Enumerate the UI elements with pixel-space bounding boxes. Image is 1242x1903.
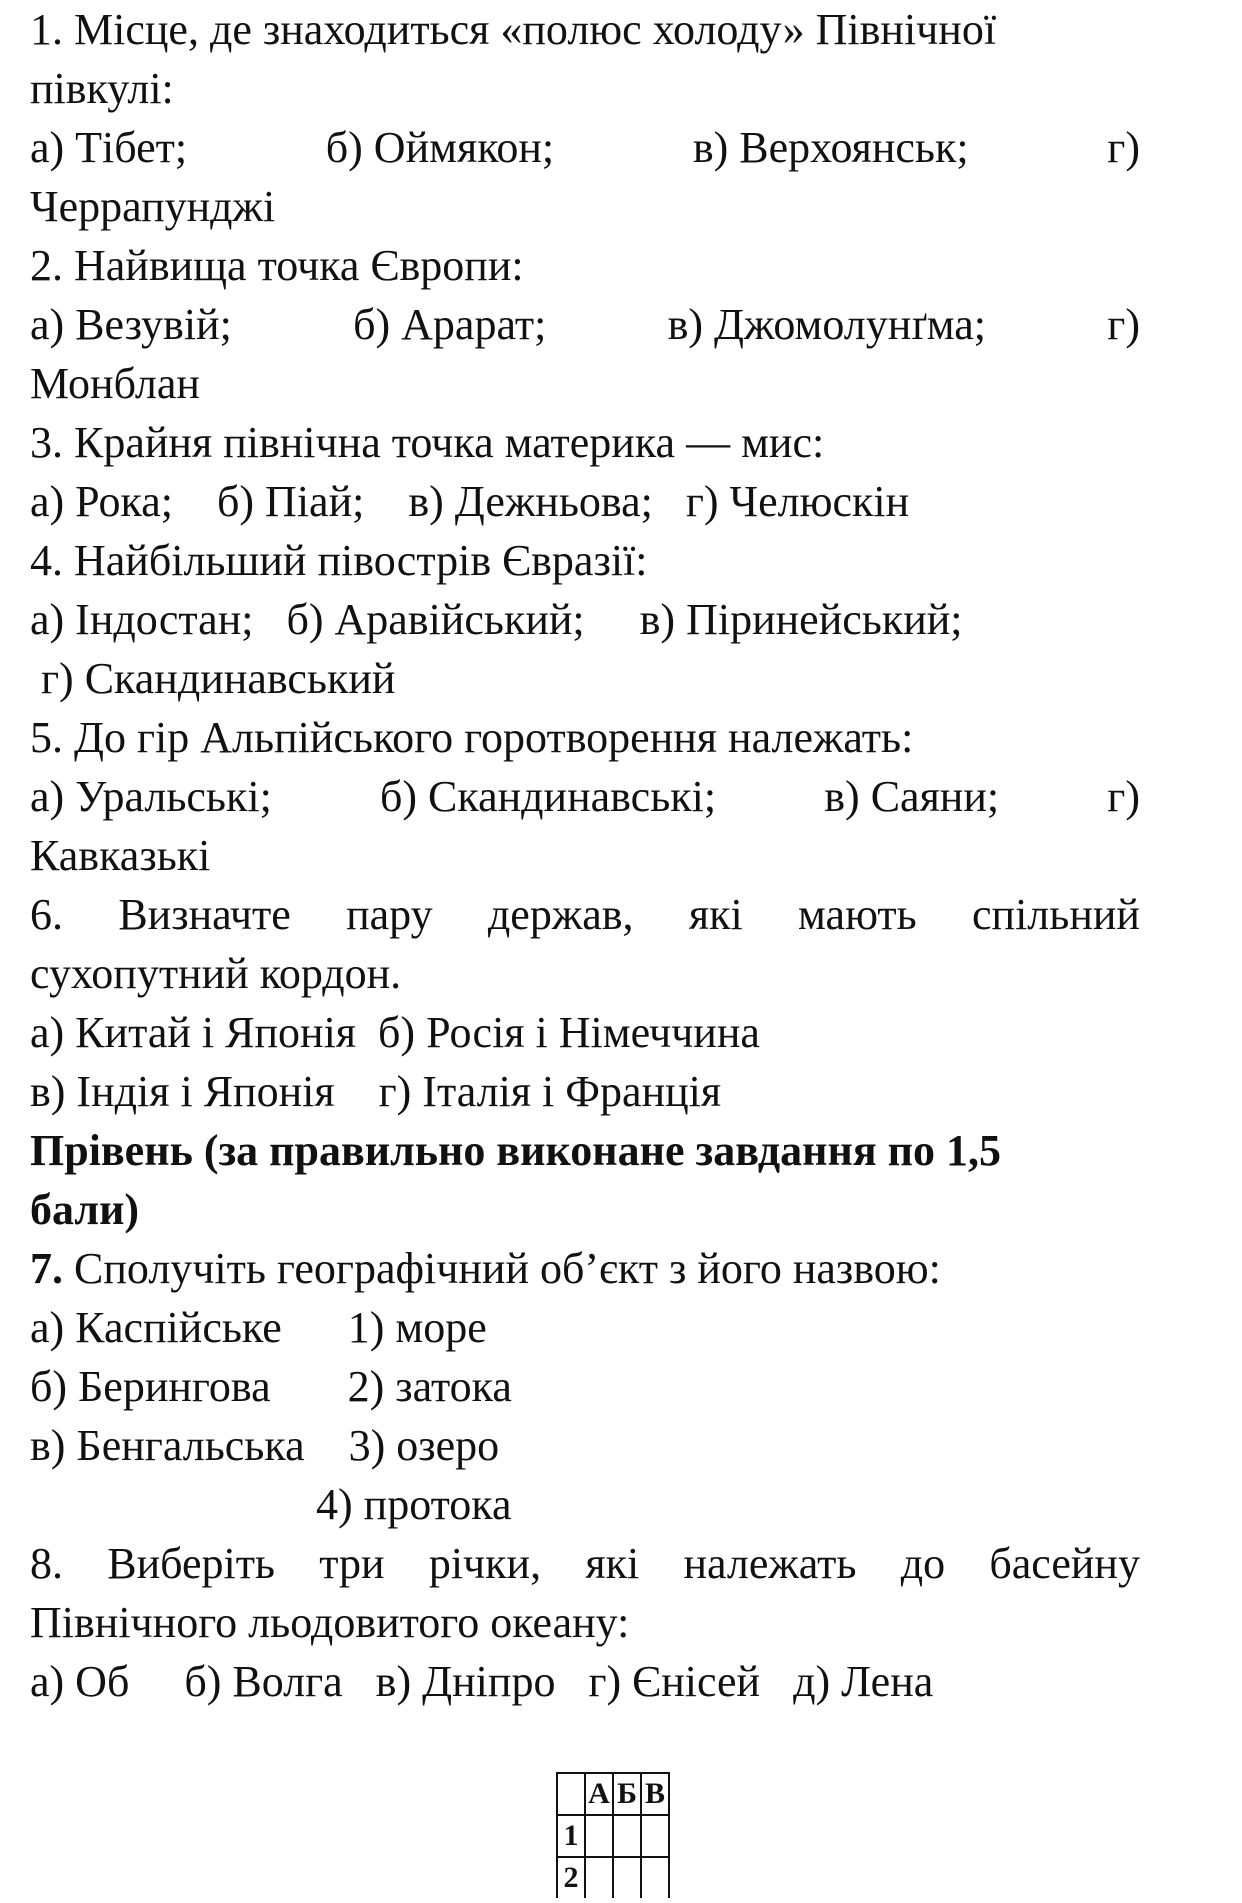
q3-options: а) Рока; б) Піай; в) Дежньова; г) Челюскін [30, 477, 910, 526]
q2-options [30, 295, 1140, 354]
q6-options-ab: а) Китай і Японія б) Росія і Німеччина [30, 1008, 760, 1057]
q8-word: 8. [30, 1539, 63, 1588]
q1-option-d: г) [1107, 123, 1140, 172]
q1-options [30, 118, 1140, 177]
answer-grid-header-row [557, 1773, 669, 1815]
answer-grid-header: В [641, 1773, 669, 1815]
q2-option-d-cont: Монблан [30, 359, 200, 408]
q8-word: які [585, 1539, 640, 1588]
q7-number: 7. [30, 1244, 63, 1293]
q5-option-a: а) Уральські; [30, 772, 272, 821]
answer-grid-cell[interactable] [585, 1815, 613, 1857]
q1-stem-cont: півкулі: [30, 64, 174, 113]
q8-word: до [900, 1539, 946, 1588]
q8-word: належать [683, 1539, 857, 1588]
q6-word: спільний [972, 890, 1140, 939]
answer-grid-header: Б [613, 1773, 641, 1815]
answer-grid-row-label: 1 [557, 1815, 585, 1857]
q7-row: 4) протока [30, 1480, 512, 1529]
q3-stem: 3. Крайня північна точка материка — мис: [30, 418, 825, 467]
answer-grid-row-label: 2 [557, 1857, 585, 1898]
answer-grid-cell[interactable] [613, 1857, 641, 1898]
q6-word: пару [346, 890, 433, 939]
q8-word: річки, [428, 1539, 542, 1588]
q7-stem-text: Сполучіть географічний об’єкт з його назвою: [63, 1244, 941, 1293]
q7-row: а) Каспійське 1) море [30, 1303, 487, 1352]
answer-grid-row [557, 1857, 669, 1898]
answer-grid-cell[interactable] [585, 1857, 613, 1898]
q5-stem: 5. До гір Альпійського горотворення належать: [30, 713, 914, 762]
answer-grid-cell[interactable] [613, 1815, 641, 1857]
level-heading: Прівень (за правильно виконане завдання по 1,5 [30, 1126, 1001, 1175]
q1-option-a: а) Тібет; [30, 123, 188, 172]
q6-word: які [688, 890, 743, 939]
q5-option-b: б) Скандинавські; [379, 772, 717, 821]
q4-options: а) Індостан; б) Аравійський; в) Піринейський; [30, 595, 963, 644]
q1-option-c: в) Верхоянськ; [692, 123, 969, 172]
q2-stem: 2. Найвища точка Європи: [30, 241, 524, 290]
q6-word: держав, [487, 890, 634, 939]
q2-option-a: а) Везувій; [30, 300, 232, 349]
answer-grid-header: А [585, 1773, 613, 1815]
q1-option-b: б) Оймякон; [325, 123, 555, 172]
q2-option-d: г) [1107, 300, 1140, 349]
q7-row: в) Бенгальська 3) озеро [30, 1421, 500, 1470]
q8-stem-cont: Північного льодовитого океану: [30, 1598, 630, 1647]
q6-stem [30, 885, 1140, 944]
q5-option-c: в) Саяни; [824, 772, 1000, 821]
answer-grid-cell[interactable] [641, 1815, 669, 1857]
q2-option-c: в) Джомолунґма; [667, 300, 986, 349]
q7-stem [30, 1239, 1140, 1298]
q8-word: три [319, 1539, 385, 1588]
q1-option-d-cont: Черрапунджі [30, 182, 276, 231]
q4-stem: 4. Найбільший півострів Євразії: [30, 536, 648, 585]
q5-option-d: г) [1107, 772, 1140, 821]
q6-options-cd: в) Індія і Японія г) Італія і Франція [30, 1067, 722, 1116]
q2-option-b: б) Арарат; [353, 300, 547, 349]
level-heading-cont: бали) [30, 1185, 140, 1234]
q8-word: Виберіть [107, 1539, 275, 1588]
q5-options [30, 767, 1140, 826]
answer-grid-row [557, 1815, 669, 1857]
q1-stem: 1. Місце, де знаходиться «полюс холоду» Північної [30, 5, 997, 54]
answer-grid-corner [557, 1773, 585, 1815]
q8-stem [30, 1534, 1140, 1593]
q6-stem-cont: сухопутний кордон. [30, 949, 402, 998]
q6-word: мають [798, 890, 917, 939]
q6-word: Визначте [118, 890, 291, 939]
q6-word: 6. [30, 890, 63, 939]
q8-word: басейну [989, 1539, 1140, 1588]
q8-options: а) Об б) Волга в) Дніпро г) Єнісей д) Лена [30, 1657, 934, 1706]
answer-grid-cell[interactable] [641, 1857, 669, 1898]
q4-option-d: г) Скандинавський [30, 654, 396, 703]
q7-row: б) Берингова 2) затока [30, 1362, 512, 1411]
answer-grid [556, 1772, 670, 1898]
q5-option-d-cont: Кавказькі [30, 831, 211, 880]
